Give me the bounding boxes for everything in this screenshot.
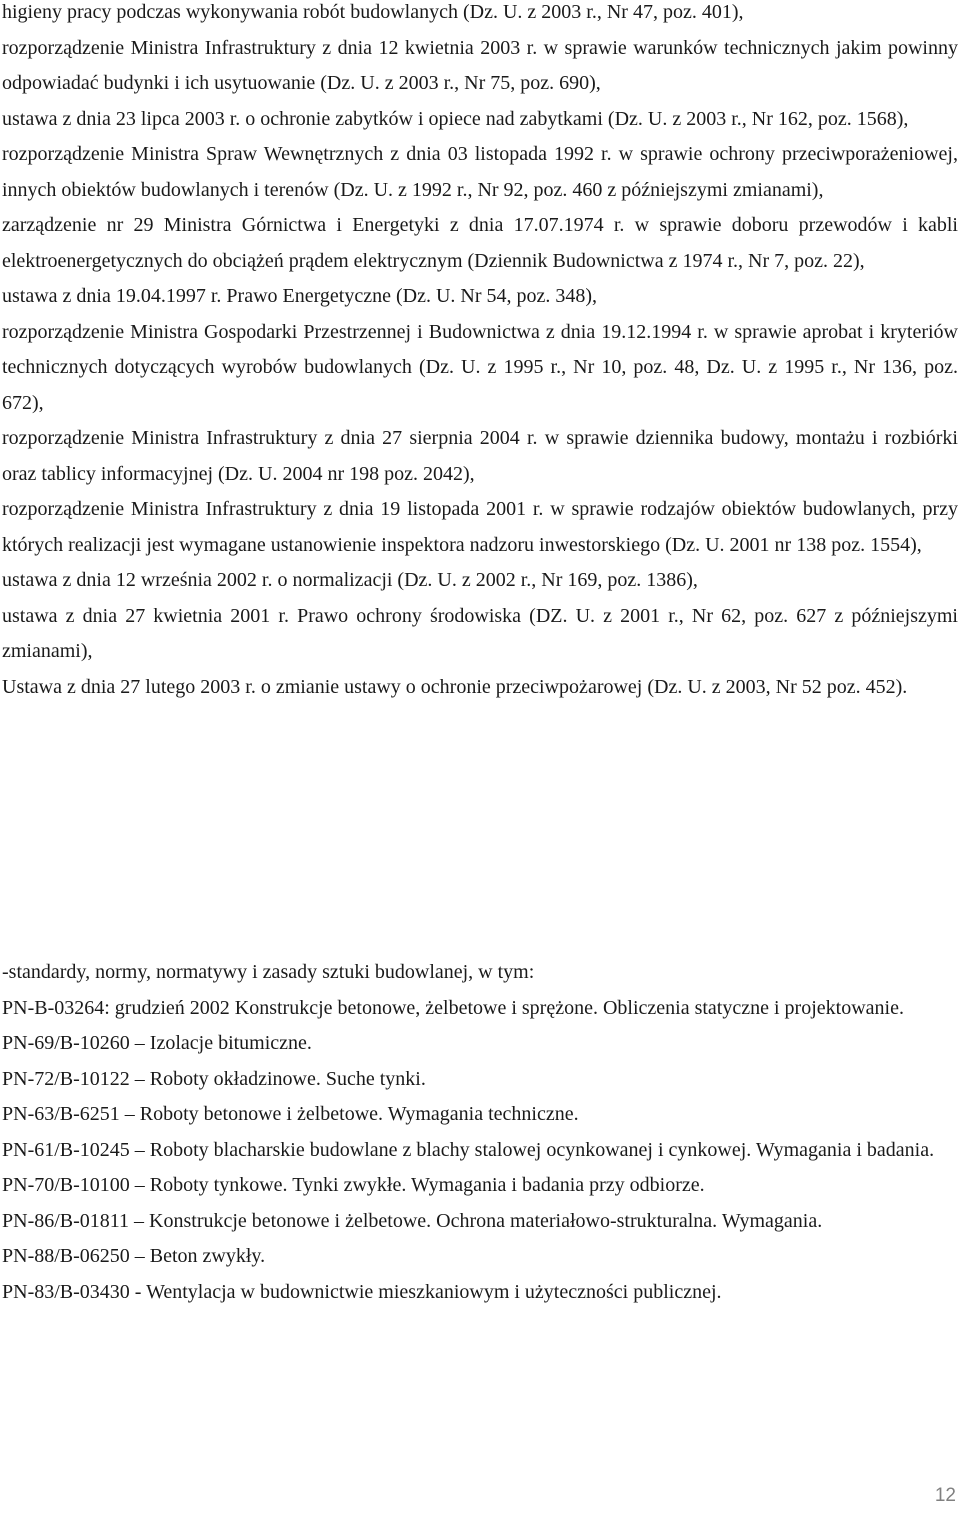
standard-entry: PN-86/B-01811 – Konstrukcje betonowe i żelbetowe. Ochrona materiałowo-strukturalna. Wymagania. [2, 1209, 823, 1232]
legal-act-entry: rozporządzenie Ministra Spraw Wewnętrznych z dnia 03 listopada 1992 r. w sprawie ochrony przeciwporażeniowej, innych obiektów budowlanych i terenów (Dz. U. z 1992 r., Nr 92, poz. 460 z późniejszymi zmianami), [2, 143, 958, 201]
standard-entry: PN-70/B-10100 – Roboty tynkowe. Tynki zwykłe. Wymagania i badania przy odbiorze. [2, 1174, 705, 1196]
legal-act-entry: zarządzenie nr 29 Ministra Górnictwa i Energetyki z dnia 17.07.1974 r. w sprawie doboru przewodów i kabli elektroenergetycznych do obciążeń prądem elektrycznym (Dziennik Budownictwa z 1974 r., Nr 7, poz. 22), [2, 214, 958, 272]
standards-intro: -standardy, normy, normatywy i zasady sztuki budowlanej, w tym: [2, 961, 535, 983]
legal-act-entry: rozporządzenie Ministra Gospodarki Przestrzennej i Budownictwa z dnia 19.12.1994 r. w sprawie aprobat i kryteriów technicznych dotyczących wyrobów budowlanych (Dz. U. z 1995 r., Nr 10, poz. 48, Dz. U. z 1995 r., Nr 136, poz. 672), [2, 320, 958, 414]
standard-entry: PN-61/B-10245 – Roboty blacharskie budowlane z blachy stalowej ocynkowanej i cynkowej. Wymagania i badania. [2, 1138, 935, 1161]
standard-entry: PN-69/B-10260 – Izolacje bitumiczne. [2, 1032, 312, 1054]
legal-act-entry: ustawa z dnia 23 lipca 2003 r. o ochronie zabytków i opiece nad zabytkami (Dz. U. z 2003 r., Nr 162, poz. 1568), [2, 107, 909, 130]
legal-act-entry: ustawa z dnia 12 września 2002 r. o normalizacji (Dz. U. z 2002 r., Nr 169, poz. 1386), [2, 569, 698, 591]
standard-entry: PN-B-03264: grudzień 2002 Konstrukcje betonowe, żelbetowe i sprężone. Obliczenia statyczne i projektowanie. [2, 996, 904, 1019]
standard-entry: PN-63/B-6251 – Roboty betonowe i żelbetowe. Wymagania techniczne. [2, 1103, 579, 1125]
standard-entry: PN-83/B-03430 - Wentylacja w budownictwie mieszkaniowym i użyteczności publicznej. [2, 1280, 722, 1303]
legal-act-entry: Ustawa z dnia 27 lutego 2003 r. o zmianie ustawy o ochronie przeciwpożarowej (Dz. U. z 2003, Nr 52 poz. 452). [2, 675, 908, 698]
legal-act-entry: rozporządzenie Ministra Infrastruktury z dnia 19 listopada 2001 r. w sprawie rodzajów obiektów budowlanych, przy których realizacji jest wymagane ustanowienie inspektora nadzoru inwestorskiego (Dz. U. 2001 nr 138 poz. 1554), [2, 498, 958, 556]
legal-act-entry: ustawa z dnia 19.04.1997 r. Prawo Energetyczne (Dz. U. Nr 54, poz. 348), [2, 285, 598, 307]
standard-entry: PN-72/B-10122 – Roboty okładzinowe. Suche tynki. [2, 1067, 426, 1090]
page-number: 12 [934, 1485, 956, 1506]
legal-act-entry: rozporządzenie Ministra Infrastruktury z dnia 27 sierpnia 2004 r. w sprawie dziennika budowy, montażu i rozbiórki oraz tablicy informacyjnej (Dz. U. 2004 nr 198 poz. 2042), [2, 427, 958, 485]
standard-entry: PN-88/B-06250 – Beton zwykły. [2, 1245, 266, 1267]
legal-act-entry: higieny pracy podczas wykonywania robót budowlanych (Dz. U. z 2003 r., Nr 47, poz. 401), [2, 1, 744, 23]
legal-acts-list [2, 0, 958, 705]
legal-act-entry: ustawa z dnia 27 kwietnia 2001 r. Prawo ochrony środowiska (DZ. U. z 2001 r., Nr 62, poz. 627 z późniejszymi zmianami), [2, 604, 958, 662]
standards-list [2, 955, 958, 1310]
legal-act-entry: rozporządzenie Ministra Infrastruktury z dnia 12 kwietnia 2003 r. w sprawie warunków technicznych jakim powinny odpowiadać budynki i ich usytuowanie (Dz. U. z 2003 r., Nr 75, poz. 690), [2, 36, 958, 94]
